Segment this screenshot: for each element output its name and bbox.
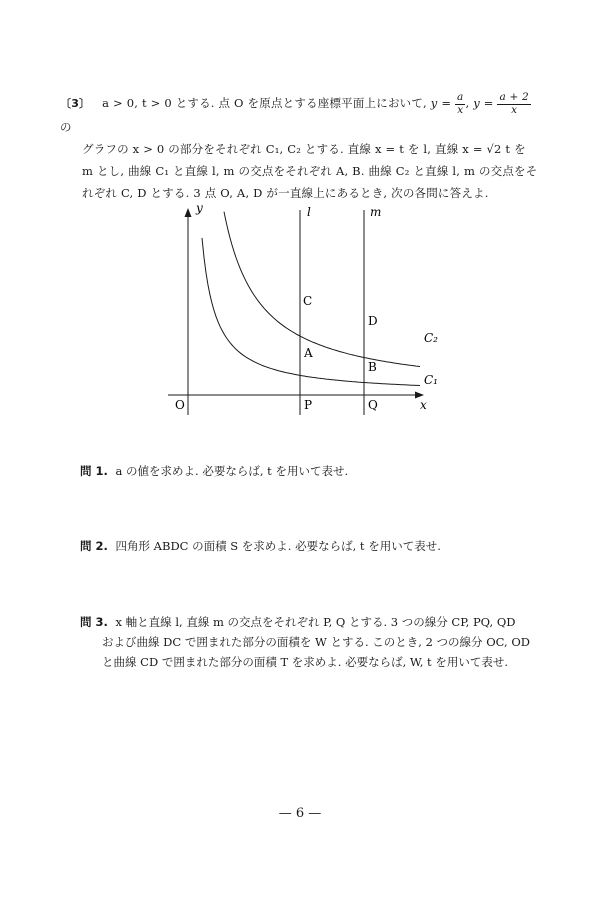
problem-statement: 〔3〕 a > 0, t > 0 とする. 点 O を原点とする座標平面上において, y = $\frac{a}{x}$ , y = $\frac{a + 2}{x}$ の グラフの x > 0 の部分をそれぞれ C₁, C₂ とする. 直線 x = t を l, 直線 x = √2 t を m とし, 曲線 C₁ と直線 l, m の交点をそれぞれ A, B. 曲線 C₂ と直線 l, m の交点をそ れぞれ C, D とする. 3 点 O, A, D が一直線上にあるとき, 次の各問に答えよ. <box>60 92 540 204</box>
x-axis-arrow <box>415 392 424 399</box>
question-3-line-2: および曲線 DC で囲まれた部分の面積を W とする. このとき, 2 つの線分 OC, OD <box>102 635 530 649</box>
label-C2: C₂ <box>424 331 438 345</box>
fraction-a-plus-2-over-x: $\frac{a + 2}{x}$ <box>499 91 529 116</box>
label-C: C <box>303 294 313 308</box>
eq1-lhs: y = <box>430 96 452 110</box>
question-2-text: 四角形 ABDC の面積 S を求めよ. 必要ならば, t を用いて表せ. <box>115 539 441 553</box>
curve-c2 <box>224 212 420 367</box>
problem-line-4: れぞれ C, D とする. 3 点 O, A, D が一直線上にあるとき, 次の各問に答えよ. <box>82 185 489 200</box>
label-P: P <box>304 398 313 412</box>
fraction-a-over-x: $\frac{a}{x}$ <box>457 91 464 116</box>
question-3 <box>80 612 540 672</box>
label-x: x <box>420 398 427 412</box>
label-origin: O <box>175 398 185 412</box>
question-3-label: 問 3. <box>80 615 108 629</box>
label-C1: C₁ <box>424 373 438 387</box>
question-2 <box>80 536 540 556</box>
problem-intro: a > 0, t > 0 とする. 点 O を原点とする座標平面上において, <box>102 96 427 110</box>
problem-line-3: m とし, 曲線 C₁ と直線 l, m の交点をそれぞれ A, B. 曲線 C₂ と直線 l, m の交点をそ <box>82 163 538 178</box>
label-m: m <box>370 205 382 219</box>
question-3-line-3: と曲線 CD で囲まれた部分の面積 T を求めよ. 必要ならば, W, t を用いて表せ. <box>102 655 508 669</box>
label-y: y <box>196 201 203 215</box>
label-Q: Q <box>368 398 378 412</box>
y-axis-arrow <box>185 208 192 217</box>
label-A: A <box>304 346 313 360</box>
problem-line-2: グラフの x > 0 の部分をそれぞれ C₁, C₂ とする. 直線 x = t を l, 直線 x = √2 t を <box>82 141 526 156</box>
label-l: l <box>307 205 311 219</box>
problem-number: 〔3〕 <box>60 97 91 110</box>
question-1 <box>80 461 540 481</box>
question-1-text: a の値を求めよ. 必要ならば, t を用いて表せ. <box>115 464 349 478</box>
eq2-lhs: y = <box>473 96 494 110</box>
label-B: B <box>368 360 377 374</box>
line1-tail: の <box>60 119 72 134</box>
curve-c1 <box>202 238 420 386</box>
label-D: D <box>368 314 378 328</box>
question-1-label: 問 1. <box>80 464 108 478</box>
page-number: — 6 — <box>278 806 322 821</box>
question-3-line-1: x 軸と直線 l, 直線 m の交点をそれぞれ P, Q とする. 3 つの線分 CP, PQ, QD <box>115 615 516 629</box>
question-2-label: 問 2. <box>80 539 108 553</box>
